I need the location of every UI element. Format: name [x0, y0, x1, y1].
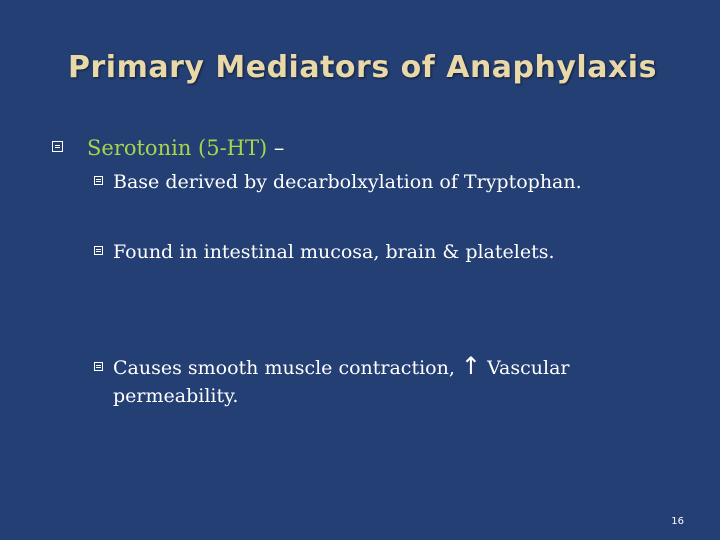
main-bullet-item: [52, 134, 284, 162]
main-bullet-label: Serotonin (5-HT): [87, 136, 268, 160]
page-number: 16: [671, 516, 684, 527]
main-bullet-text: [87, 134, 284, 162]
sub-bullet-text: [113, 354, 624, 410]
sub-bullet-text-before: Causes smooth muscle contraction,: [113, 357, 461, 379]
main-bullet-suffix: –: [267, 136, 285, 160]
sub-bullet-text: Found in intestinal mucosa, brain & platelets.: [113, 241, 555, 263]
square-bullet-icon: [94, 362, 103, 371]
sub-bullet-item: [94, 168, 654, 196]
sub-bullet-text-after: Vascular permeability.: [113, 357, 570, 407]
square-bullet-icon: [94, 246, 103, 255]
sub-bullet-item: [94, 238, 654, 266]
sub-bullet-text: Base derived by decarbolxylation of Tryptophan.: [113, 171, 582, 193]
square-bullet-icon: [94, 176, 103, 185]
sub-bullet-item: [94, 354, 624, 410]
square-bullet-icon: [52, 141, 63, 152]
up-arrow-icon: ↑: [460, 352, 482, 380]
slide-title: Primary Mediators of Anaphylaxis: [68, 50, 657, 85]
